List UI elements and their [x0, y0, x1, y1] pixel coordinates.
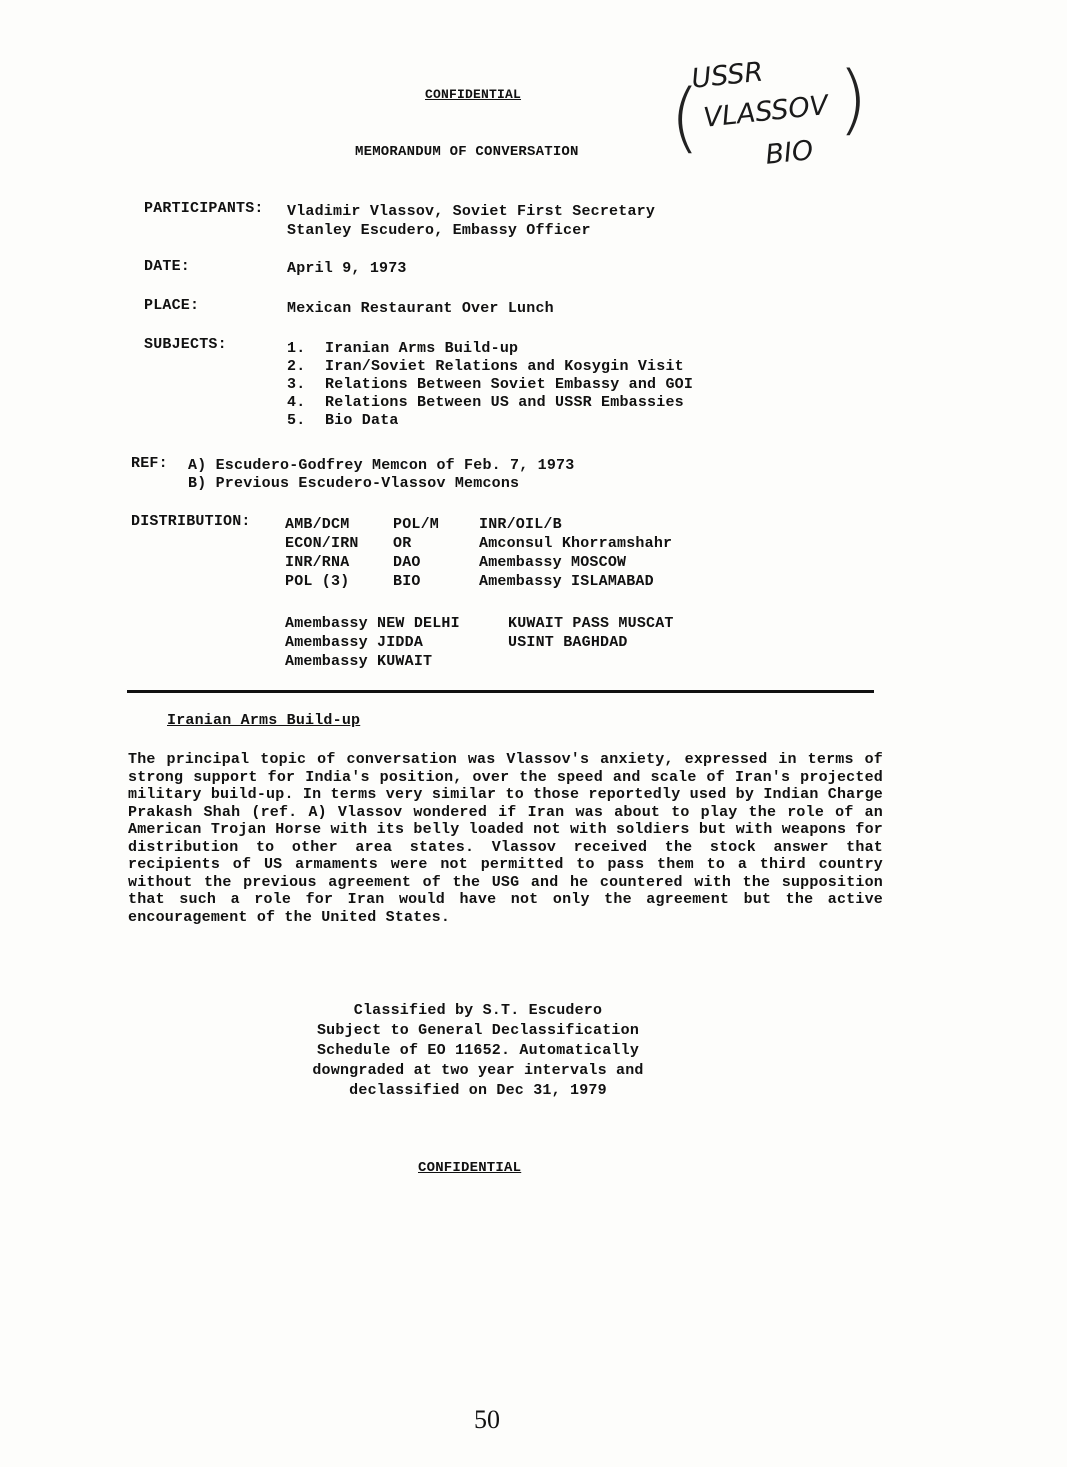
distribution-entry: Amembassy MOSCOW — [479, 554, 627, 571]
date-label: DATE: — [144, 258, 191, 275]
distribution-entry: OR — [393, 535, 412, 552]
subjects-list — [287, 340, 693, 430]
distribution-column-3 — [479, 515, 672, 591]
distribution-column-2 — [393, 515, 439, 591]
date-value: April 9, 1973 — [287, 260, 407, 277]
place-value: Mexican Restaurant Over Lunch — [287, 300, 554, 317]
distribution-entry: Amembassy JIDDA — [285, 634, 424, 651]
body-paragraph: The principal topic of conversation was Vlassov's anxiety, expressed in terms of strong support for India's position, over the speed and scale of Iran's projected military build-up. In terms very similar to those reportedly used by Indian Charge Prakash Shah (ref. A) Vlassov wondered if Iran was about to play the role of an American Trojan Horse with its belly loaded not with soldiers but with weapons for distribution to other area states. Vlassov received the stock answer that recipients of US armaments were not permitted to pass them to a third country without the previous agreement of the USG and he countered with the supposition that such a role for Iran would have not only the agreement but the active encouragement of the United States. — [128, 751, 883, 926]
classification-marking-bottom: CONFIDENTIAL — [418, 1160, 522, 1176]
participants-label: PARTICIPANTS: — [144, 200, 264, 217]
distribution-entry: POL/M — [393, 516, 440, 533]
distribution-entry: USINT BAGHDAD — [508, 634, 628, 651]
classification-line: downgraded at two year intervals and — [312, 1062, 644, 1079]
distribution-column-4 — [285, 614, 460, 671]
section-heading: Iranian Arms Build-up — [167, 712, 361, 729]
distribution-entry: AMB/DCM — [285, 516, 350, 533]
subjects-label: SUBJECTS: — [144, 336, 227, 353]
distribution-column-1 — [285, 515, 359, 591]
subject-item: 5. Bio Data — [287, 412, 399, 429]
distribution-entry: Amembassy NEW DELHI — [285, 615, 460, 632]
classification-line: Subject to General Declassification — [316, 1022, 640, 1039]
subject-item: 2. Iran/Soviet Relations and Kosygin Visit — [287, 358, 684, 375]
ref-a: A) Escudero-Godfrey Memcon of Feb. 7, 1973 — [188, 457, 575, 474]
distribution-entry: KUWAIT PASS MUSCAT — [508, 615, 674, 632]
classification-marking-top: CONFIDENTIAL — [425, 87, 522, 102]
distribution-entry: DAO — [393, 554, 421, 571]
distribution-entry: Amembassy ISLAMABAD — [479, 573, 654, 590]
distribution-label: DISTRIBUTION: — [131, 513, 251, 530]
annotation-close-paren: ) — [838, 54, 868, 143]
classification-line: Classified by S.T. Escudero — [353, 1002, 603, 1019]
subject-item: 4. Relations Between US and USSR Embassies — [287, 394, 684, 411]
memo-title: MEMORANDUM OF CONVERSATION — [355, 144, 579, 160]
page-number: 50 — [474, 1405, 500, 1434]
annotation-line-1: USSR — [690, 56, 765, 95]
annotation-open-paren: ( — [670, 72, 700, 161]
participant-1: Vladimir Vlassov, Soviet First Secretary — [287, 203, 656, 220]
distribution-entry: POL (3) — [285, 573, 350, 590]
annotation-line-3: BIO — [764, 135, 815, 171]
distribution-entry: Amembassy KUWAIT — [285, 653, 433, 670]
distribution-entry: INR/RNA — [285, 554, 350, 571]
distribution-entry: BIO — [393, 573, 421, 590]
classification-line: Schedule of EO 11652. Automatically — [316, 1042, 640, 1059]
participant-2: Stanley Escudero, Embassy Officer — [287, 222, 591, 239]
subject-item: 1. Iranian Arms Build-up — [287, 340, 519, 357]
section-divider — [127, 690, 874, 693]
distribution-entry: Amconsul Khorramshahr — [479, 535, 673, 552]
classification-line: declassified on Dec 31, 1979 — [349, 1082, 607, 1099]
subject-item: 3. Relations Between Soviet Embassy and GOI — [287, 376, 694, 393]
annotation-line-2: VLASSOV — [702, 89, 830, 134]
classification-block — [278, 1001, 678, 1101]
distribution-entry: ECON/IRN — [285, 535, 359, 552]
distribution-column-5 — [508, 614, 674, 652]
place-label: PLACE: — [144, 297, 200, 314]
ref-label: REF: — [131, 455, 168, 472]
distribution-entry: INR/OIL/B — [479, 516, 562, 533]
ref-b: B) Previous Escudero-Vlassov Memcons — [188, 475, 520, 492]
